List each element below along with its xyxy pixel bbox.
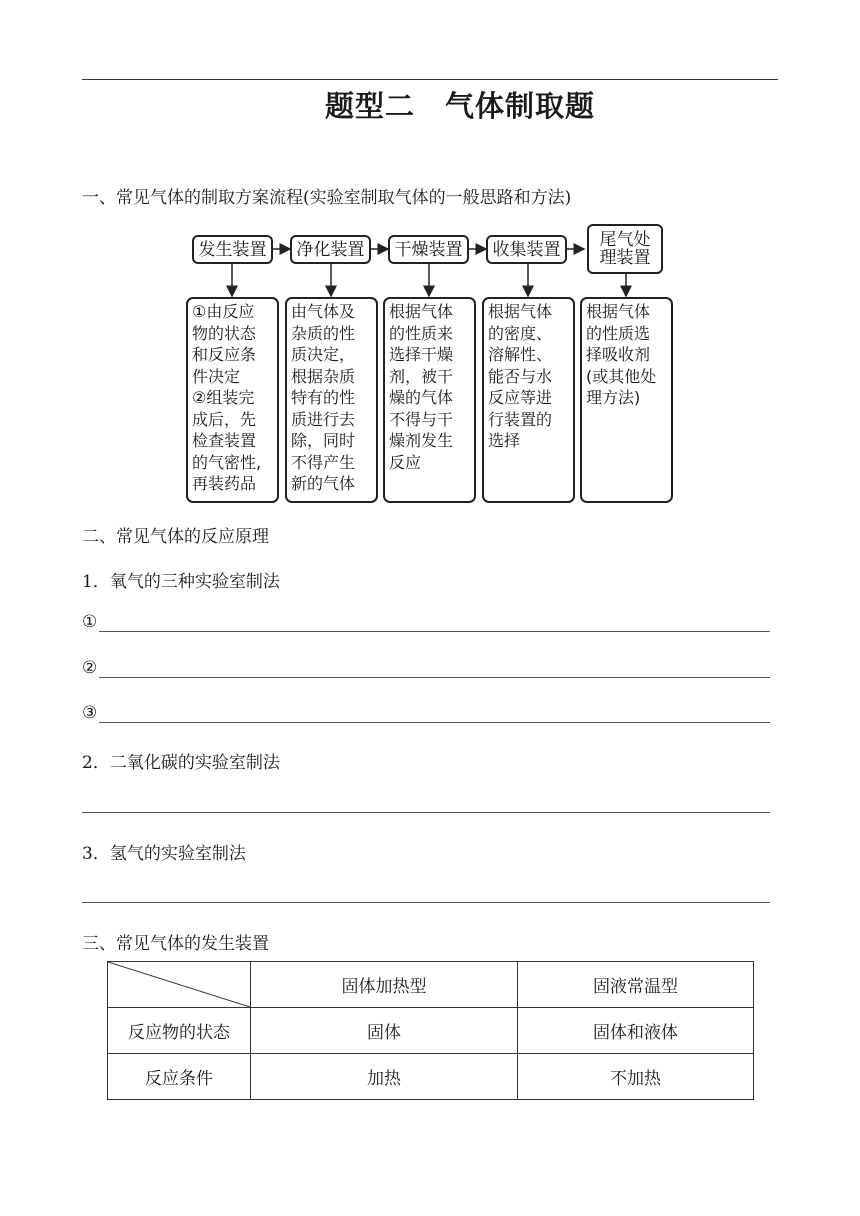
answer-line[interactable]	[82, 902, 770, 903]
answer-row-2	[82, 658, 770, 678]
desc-line: 和反应条	[192, 345, 257, 364]
answer-marker: ③	[82, 703, 98, 723]
table-cell: 固体和液体	[518, 1008, 754, 1054]
generation-device-table	[107, 961, 754, 1100]
desc-line: 特有的性	[291, 388, 356, 407]
step-desc-5	[580, 297, 673, 503]
desc-line: 根据气体	[488, 302, 553, 321]
answer-line[interactable]	[82, 812, 770, 813]
answer-line[interactable]	[99, 661, 770, 678]
answer-line[interactable]	[99, 706, 770, 723]
section2-item3: 3．氢气的实验室制法	[82, 844, 246, 864]
column-header: 固体加热型	[251, 962, 518, 1008]
column-header: 固液常温型	[518, 962, 754, 1008]
answer-marker: ①	[82, 612, 98, 632]
section2-item2: 2．二氧化碳的实验室制法	[82, 753, 280, 773]
desc-line: 不得与干	[389, 409, 454, 429]
step-box-5	[587, 224, 663, 274]
desc-line: 燥剂发生	[389, 431, 454, 450]
desc-line: ①由反应	[192, 302, 255, 321]
desc-line: 的气密性,	[192, 452, 262, 472]
desc-line: 选择	[488, 431, 521, 450]
desc-line: 的密度、	[488, 323, 553, 343]
step-box-3: 干燥装置	[388, 235, 469, 264]
table-row	[108, 1008, 754, 1054]
section3-heading: 三、常见气体的发生装置	[82, 934, 269, 954]
desc-line: 根据杂质	[291, 366, 356, 386]
step-desc-2	[285, 297, 378, 503]
desc-line: 质进行去	[291, 409, 356, 429]
step-desc-3	[383, 297, 476, 503]
desc-line: 根据气体	[586, 302, 651, 321]
desc-line: 除，同时	[291, 431, 356, 450]
section1-heading: 一、常见气体的制取方案流程(实验室制取气体的一般思路和方法)	[82, 188, 572, 208]
desc-line: 剂，被干	[389, 366, 454, 386]
desc-line: 理方法)	[586, 388, 641, 407]
diagonal-line	[108, 962, 250, 1007]
step-desc-1	[186, 297, 279, 503]
table-cell: 不加热	[518, 1054, 754, 1100]
desc-line: 件决定	[192, 366, 241, 386]
desc-line: ②组装完	[192, 388, 255, 407]
desc-line: 燥的气体	[389, 388, 454, 407]
desc-line: (或其他处	[586, 366, 657, 386]
step-desc-4	[482, 297, 575, 503]
step-box-2: 净化装置	[290, 235, 371, 264]
desc-line: 反应	[389, 452, 422, 472]
desc-line: 不得产生	[291, 452, 356, 472]
desc-line: 溶解性、	[488, 345, 553, 364]
table-cell: 加热	[251, 1054, 518, 1100]
desc-line: 选择干燥	[389, 345, 454, 364]
desc-line: 根据气体	[389, 302, 454, 321]
step-box-4: 收集装置	[486, 235, 567, 264]
answer-marker: ②	[82, 658, 98, 678]
section2-item1: 1．氧气的三种实验室制法	[82, 572, 280, 592]
answer-row-3	[82, 703, 770, 723]
desc-line: 检查装置	[192, 431, 257, 450]
desc-line: 再装药品	[192, 474, 257, 493]
desc-line: 行装置的	[488, 409, 553, 429]
desc-line: 反应等进	[488, 388, 553, 407]
section2-heading: 二、常见气体的反应原理	[82, 527, 269, 547]
table-header-row	[108, 962, 754, 1008]
desc-line: 的性质来	[389, 323, 454, 343]
desc-line: 物的状态	[192, 323, 257, 343]
desc-line: 成后，先	[192, 409, 257, 429]
desc-line: 的性质选	[586, 323, 651, 343]
desc-line: 新的气体	[291, 474, 356, 493]
step-box-5-line2: 理装置	[599, 248, 651, 268]
table-row	[108, 1054, 754, 1100]
diagonal-header-cell	[108, 962, 251, 1008]
desc-line: 杂质的性	[291, 323, 356, 343]
desc-line: 由气体及	[291, 302, 356, 321]
page-title: 题型二 气体制取题	[324, 89, 595, 123]
step-box-1: 发生装置	[192, 235, 273, 264]
answer-row-1	[82, 612, 770, 632]
desc-line: 择吸收剂	[586, 345, 651, 364]
answer-line[interactable]	[99, 615, 770, 632]
step-box-5-line1: 尾气处	[599, 230, 651, 250]
row-label: 反应物的状态	[108, 1008, 251, 1054]
desc-line: 能否与水	[488, 366, 553, 386]
row-label: 反应条件	[108, 1054, 251, 1100]
table-cell: 固体	[251, 1008, 518, 1054]
desc-line: 质决定，	[291, 345, 356, 364]
